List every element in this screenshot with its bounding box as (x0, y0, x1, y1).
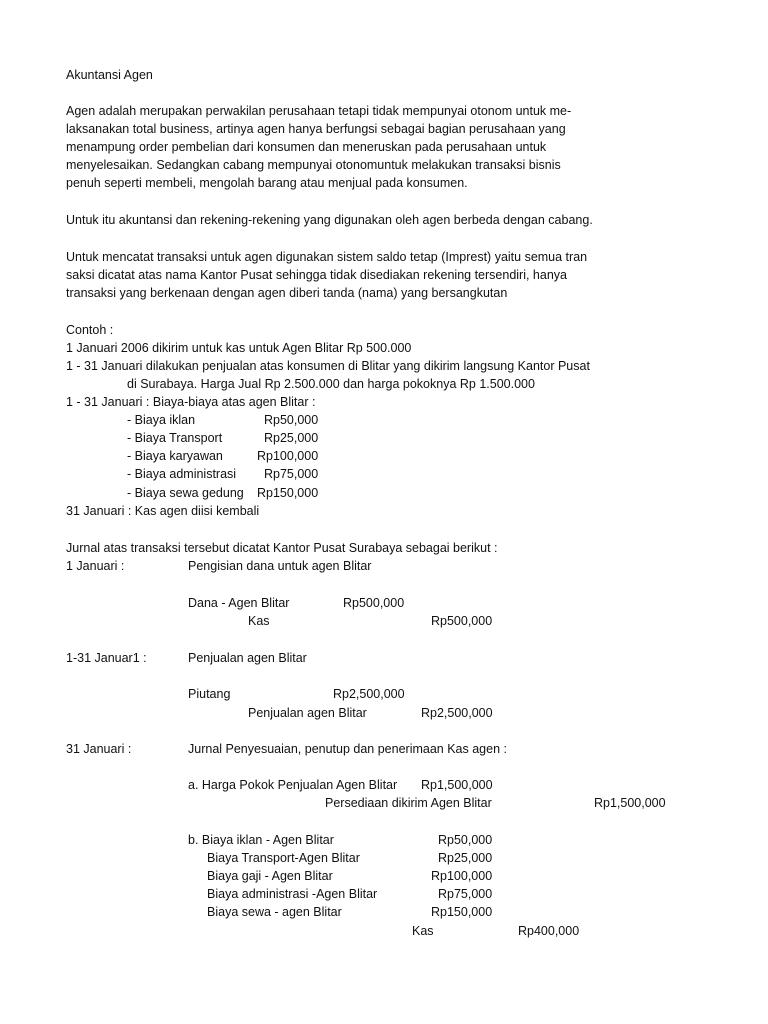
cost-amount: Rp25,000 (264, 431, 319, 445)
cost-label: - Biaya sewa gedung (127, 486, 244, 500)
journal-debit-amount: Rp2,500,000 (333, 687, 405, 701)
journal-description: Jurnal Penyesuaian, penutup dan penerimaan Kas agen : (188, 742, 507, 756)
cost-label: - Biaya administrasi (127, 467, 237, 481)
example-line: 31 Januari : Kas agen diisi kembali (66, 504, 260, 518)
intro-paragraph-line: penuh seperti membeli, mengolah barang atau menjual pada konsumen. (66, 176, 468, 190)
journal-debit-account: a. Harga Pokok Penjualan Agen Blitar (188, 778, 398, 792)
journal-debit-account: Biaya gaji - Agen Blitar (207, 869, 333, 883)
intro-paragraph-3-line: transaksi yang berkenaan dengan agen diberi tanda (nama) yang bersangkutan (66, 286, 508, 300)
journal-date: 31 Januari : (66, 742, 132, 756)
journal-date: 1 Januari : (66, 559, 125, 573)
journal-debit-account: Piutang (188, 687, 231, 701)
example-line: 1 - 31 Januari : Biaya-biaya atas agen Blitar : (66, 395, 316, 409)
journal-debit-amount: Rp25,000 (438, 851, 493, 865)
journal-debit-amount: Rp500,000 (343, 596, 405, 610)
example-line: 1 Januari 2006 dikirim untuk kas untuk Agen Blitar Rp 500.000 (66, 341, 412, 355)
journal-heading: Jurnal atas transaksi tersebut dicatat Kantor Pusat Surabaya sebagai berikut : (66, 541, 498, 555)
journal-debit-account: Dana - Agen Blitar (188, 596, 290, 610)
journal-debit-account: Biaya sewa - agen Blitar (207, 905, 342, 919)
journal-credit-amount: Rp400,000 (518, 924, 580, 938)
journal-credit-amount: Rp2,500,000 (421, 706, 493, 720)
journal-description: Pengisian dana untuk agen Blitar (188, 559, 372, 573)
cost-amount: Rp50,000 (264, 413, 319, 427)
journal-debit-amount: Rp50,000 (438, 833, 493, 847)
intro-paragraph-line: laksanakan total business, artinya agen hanya berfungsi sebagai bagian perusahaan yang (66, 122, 566, 136)
journal-debit-account: Biaya Transport-Agen Blitar (207, 851, 360, 865)
journal-description: Penjualan agen Blitar (188, 651, 307, 665)
document-title: Akuntansi Agen (66, 68, 153, 82)
journal-debit-amount: Rp100,000 (431, 869, 493, 883)
intro-paragraph-line: menyelesaikan. Sedangkan cabang mempunyai otonomuntuk melakukan transaksi bisnis (66, 158, 561, 172)
journal-credit-account: Penjualan agen Blitar (248, 706, 367, 720)
cost-label: - Biaya Transport (127, 431, 223, 445)
cost-label: - Biaya iklan (127, 413, 196, 427)
journal-debit-amount: Rp75,000 (438, 887, 493, 901)
intro-paragraph-line: Agen adalah merupakan perwakilan perusahaan tetapi tidak mempunyai otonom untuk me- (66, 104, 572, 118)
journal-credit-account: Kas (412, 924, 434, 938)
cost-label: - Biaya karyawan (127, 449, 223, 463)
journal-credit-amount: Rp500,000 (431, 614, 493, 628)
journal-date: 1-31 Januar1 : (66, 651, 147, 665)
example-line: di Surabaya. Harga Jual Rp 2.500.000 dan harga pokoknya Rp 1.500.000 (127, 377, 535, 391)
intro-paragraph-3-line: saksi dicatat atas nama Kantor Pusat sehingga tidak disediakan rekening tersendiri, hanya (66, 268, 567, 282)
intro-paragraph-2: Untuk itu akuntansi dan rekening-rekening yang digunakan oleh agen berbeda dengan cabang. (66, 213, 593, 227)
intro-paragraph-3-line: Untuk mencatat transaksi untuk agen digunakan sistem saldo tetap (Imprest) yaitu semua tran (66, 250, 588, 264)
journal-credit-account: Kas (248, 614, 270, 628)
intro-paragraph-line: menampung order pembelian dari konsumen dan meneruskan pada perusahaan untuk (66, 140, 547, 154)
journal-debit-amount: Rp150,000 (431, 905, 493, 919)
journal-debit-account: Biaya administrasi -Agen Blitar (207, 887, 378, 901)
example-line: 1 - 31 Januari dilakukan penjualan atas konsumen di Blitar yang dikirim langsung Kantor Pusat (66, 359, 590, 373)
cost-amount: Rp75,000 (264, 467, 319, 481)
journal-credit-amount: Rp1,500,000 (594, 796, 666, 810)
journal-debit-amount: Rp1,500,000 (421, 778, 493, 792)
journal-debit-account: b. Biaya iklan - Agen Blitar (188, 833, 334, 847)
example-heading: Contoh : (66, 323, 114, 337)
cost-amount: Rp100,000 (257, 449, 319, 463)
cost-amount: Rp150,000 (257, 486, 319, 500)
journal-credit-account: Persediaan dikirim Agen Blitar (325, 796, 492, 810)
